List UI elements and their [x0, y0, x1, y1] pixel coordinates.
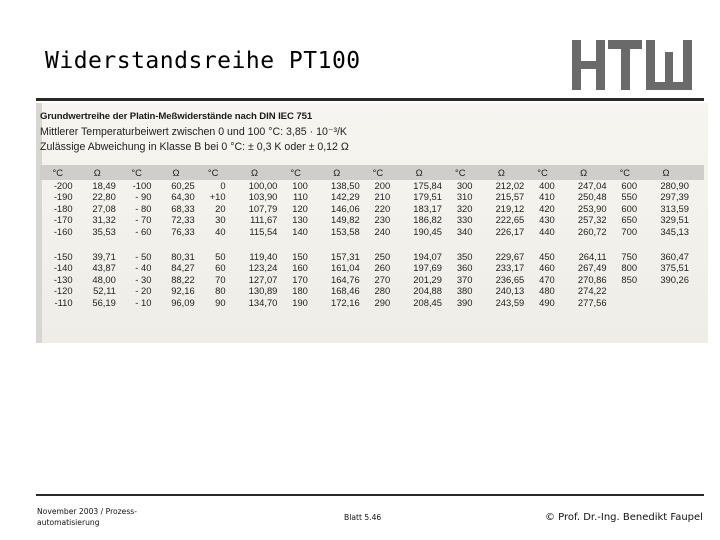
htw-logo [572, 40, 692, 90]
table-cell: 201,29 [413, 273, 442, 285]
column-header: °C [454, 167, 466, 178]
table-cell: 260,72 [577, 225, 607, 237]
table-cell: 230 [374, 214, 391, 226]
table-cell: 310 [456, 191, 473, 203]
table-cell: 31,32 [92, 214, 116, 226]
table-cell: 88,22 [171, 273, 195, 285]
table-cell: 70 [215, 273, 226, 285]
block-spacer [40, 237, 692, 251]
table-cell: 215,57 [495, 191, 525, 203]
table-cell: 440 [539, 225, 555, 237]
table-cell: - 20 [135, 285, 152, 297]
table-cell: 330 [456, 214, 473, 226]
table-cell: 0 [220, 180, 226, 191]
table-cell: 100,00 [248, 180, 278, 191]
column-header: Ω [662, 167, 670, 178]
table-cell: -120 [53, 285, 73, 297]
table-cell: 290 [374, 296, 391, 308]
table-cell: 60 [215, 262, 226, 274]
table-cell: 130,89 [248, 285, 278, 297]
table-cell: 39,71 [92, 251, 116, 263]
table-cell: 253,90 [577, 202, 607, 214]
table-cell: 48,00 [92, 273, 116, 285]
table-cell: 140 [292, 225, 308, 237]
table-cell: 380 [456, 285, 473, 297]
table-cell: 350 [456, 251, 473, 263]
table-cell: 345,13 [660, 225, 689, 237]
column-header: °C [52, 167, 64, 178]
table-cell: -100 [132, 180, 152, 191]
table-cell: 460 [539, 262, 555, 274]
table-cell: 146,06 [331, 202, 360, 214]
column-header: °C [372, 167, 384, 178]
table-cell: 110 [292, 191, 308, 203]
column-header: Ω [333, 167, 341, 178]
table-row [40, 203, 692, 214]
table-cell: 250,48 [577, 191, 607, 203]
table-cell: - 40 [135, 262, 152, 274]
column-header: Ω [497, 167, 505, 178]
table-cell: 197,69 [413, 262, 442, 274]
table-cell: 226,17 [495, 225, 525, 237]
table-cell: 127,07 [248, 273, 278, 285]
table-cell: 243,59 [495, 296, 525, 308]
footer-divider [36, 494, 704, 496]
table-cell: 340 [456, 225, 473, 237]
column-header: Ω [250, 167, 258, 178]
table-cell: 175,84 [413, 180, 442, 191]
table-cell: 168,46 [331, 285, 360, 297]
table-cell: 270,86 [577, 273, 607, 285]
table-cell: 210 [374, 191, 391, 203]
table-cell: 208,45 [413, 296, 442, 308]
table-cell: 320 [456, 202, 473, 214]
table-cell: 92,16 [171, 285, 195, 297]
table-cell: 80 [215, 285, 226, 297]
table-cell: 264,11 [578, 251, 607, 263]
table-row [40, 214, 692, 225]
table-row [40, 285, 692, 296]
table-cell: - 70 [135, 214, 152, 226]
table-cell: 236,65 [495, 273, 525, 285]
spacer-cell [40, 237, 692, 251]
table-cell: 153,58 [331, 225, 360, 237]
table-cell: 120 [292, 202, 308, 214]
table-heading: Grundwertreihe der Platin-Meßwiderstände nach DIN IEC 751 [40, 111, 313, 122]
table-cell: 240 [374, 225, 391, 237]
table-cell: 134,70 [248, 296, 278, 308]
column-header: °C [207, 167, 219, 178]
table-cell: 480 [539, 285, 555, 297]
table-cell: 222,65 [495, 214, 525, 226]
table-cell: - 30 [135, 273, 152, 285]
table-row [40, 297, 692, 308]
table-cell: 161,04 [331, 262, 360, 274]
column-header: °C [537, 167, 548, 178]
table-cell: -150 [53, 251, 73, 263]
table-cell: 164,76 [331, 273, 360, 285]
table-cell: 329,51 [660, 214, 689, 226]
table-cell: 212,02 [495, 180, 525, 191]
table-cell: 96,09 [171, 296, 195, 308]
table-cell: 130 [292, 214, 308, 226]
table-cell: 190,45 [413, 225, 442, 237]
table-cell: 360 [456, 262, 473, 274]
table-cell: 370 [456, 273, 473, 285]
table-cell: -170 [53, 214, 73, 226]
footer-date: November 2003 / Prozess-automatisierung [37, 507, 137, 527]
table-cell: 750 [621, 251, 638, 263]
table-cell: 200 [374, 180, 391, 191]
table-cell: 250 [374, 251, 391, 263]
pt100-table [40, 165, 692, 308]
table-cell: 257,32 [577, 214, 607, 226]
table-cell: 600 [621, 180, 638, 191]
table-cell: 280,90 [660, 180, 689, 191]
table-cell: 172,16 [331, 296, 360, 308]
table-cell: 204,88 [413, 285, 442, 297]
table-cell: 150 [292, 251, 308, 263]
table-header-row [40, 165, 692, 180]
table-cell: - 50 [135, 251, 152, 263]
table-cell: 260 [374, 262, 391, 274]
table-cell: 22,80 [92, 191, 116, 203]
table-cell [610, 285, 641, 296]
table-cell: 115,54 [249, 225, 278, 237]
table-subline-tolerance: Zulässige Abweichung in Klasse B bei 0 °C: ± 0,3 K oder ± 0,12 Ω [40, 141, 349, 153]
table-cell: 90 [215, 296, 226, 308]
table-cell: 179,51 [413, 191, 442, 203]
table-cell: +10 [209, 191, 226, 203]
table-cell: 100 [292, 180, 308, 191]
table-cell: 43,87 [92, 262, 116, 274]
column-header: Ω [580, 167, 588, 178]
table-cell: 390,26 [660, 273, 689, 285]
table-cell: 233,17 [495, 262, 525, 274]
table-cell: 52,11 [93, 285, 116, 297]
table-cell: 267,49 [577, 262, 607, 274]
table-cell: 64,30 [171, 191, 195, 203]
table-cell: 35,53 [92, 225, 116, 237]
table-cell: -110 [54, 296, 73, 308]
table-cell: 180 [292, 285, 308, 297]
table-cell: 68,33 [171, 202, 195, 214]
table-cell: 40 [215, 225, 226, 237]
column-header: Ω [93, 167, 101, 178]
table-cell: -200 [53, 180, 73, 191]
table-cell [640, 297, 692, 308]
table-cell: 297,39 [660, 191, 689, 203]
table-cell: 142,29 [331, 191, 360, 203]
table-row [40, 251, 692, 262]
table-cell: 400 [539, 180, 555, 191]
table-cell: 160 [292, 262, 308, 274]
table-cell: 375,51 [660, 262, 689, 274]
table-cell: 111,67 [250, 214, 278, 226]
table-cell: 103,90 [248, 191, 278, 203]
table-cell: 27,08 [92, 202, 116, 214]
table-cell: 30 [215, 214, 226, 226]
table-cell: 20 [215, 202, 226, 214]
table-cell: 280 [374, 285, 391, 297]
table-cell: 360,47 [660, 251, 689, 263]
table-cell: 274,22 [577, 285, 607, 297]
table-body [40, 180, 692, 308]
table-cell: 550 [621, 191, 638, 203]
table-cell: 84,27 [171, 262, 195, 274]
table-cell: 186,82 [413, 214, 442, 226]
column-header: °C [131, 167, 142, 178]
footer-copyright: © Prof. Dr.-Ing. Benedikt Faupel [545, 512, 703, 523]
table-cell: - 10 [135, 296, 152, 308]
table-cell: 60,25 [171, 180, 195, 191]
title-divider [36, 98, 704, 101]
table-cell: 80,31 [171, 251, 195, 263]
table-cell: 270 [374, 273, 391, 285]
table-cell: 277,56 [577, 296, 607, 308]
table-cell: 72,33 [171, 214, 195, 226]
table-cell: 149,82 [331, 214, 360, 226]
table-cell: -190 [53, 191, 73, 203]
table-row [40, 191, 692, 202]
table-cell: 119,40 [249, 251, 278, 263]
table-cell: 229,67 [495, 251, 525, 263]
table-cell [640, 285, 692, 296]
table-cell: 430 [539, 214, 555, 226]
table-cell: 138,50 [331, 180, 360, 191]
table-cell [610, 297, 641, 308]
table-cell: 470 [539, 273, 555, 285]
table-cell: 247,04 [577, 180, 607, 191]
table-cell: 240,13 [495, 285, 525, 297]
footer-page: Blatt 5.46 [344, 513, 382, 522]
table-cell: 50 [215, 251, 226, 263]
table-cell: -130 [53, 273, 73, 285]
table-subline-coefficient: Mittlerer Temperaturbeiwert zwischen 0 und 100 °C: 3,85 · 10⁻³/K [40, 126, 347, 138]
column-header: Ω [172, 167, 180, 178]
table-cell: 300 [456, 180, 473, 191]
table-cell: 390 [456, 296, 473, 308]
table-row [40, 262, 692, 273]
table-row [40, 226, 692, 237]
slide-title: Widerstandsreihe PT100 [45, 48, 361, 74]
column-header: °C [290, 167, 301, 178]
table-cell: -160 [53, 225, 73, 237]
column-header: °C [619, 167, 631, 178]
table-cell: 313,59 [660, 202, 689, 214]
table-cell: - 90 [135, 191, 152, 203]
table-cell: -180 [53, 202, 73, 214]
table-cell: 123,24 [248, 262, 278, 274]
table-row [40, 274, 692, 285]
table-cell: 183,17 [413, 202, 442, 214]
table-cell: 56,19 [92, 296, 116, 308]
table-cell: 450 [539, 251, 555, 263]
table-cell: 220 [374, 202, 391, 214]
scanned-table [36, 103, 708, 343]
table-cell: 76,33 [171, 225, 195, 237]
table-cell: 190 [292, 296, 308, 308]
table-cell: 850 [621, 273, 638, 285]
table-cell: 490 [539, 296, 555, 308]
table-cell: 194,07 [413, 251, 442, 263]
table-row [40, 180, 692, 191]
table-cell: - 80 [135, 202, 152, 214]
table-cell: 420 [539, 202, 555, 214]
table-cell: 18,49 [92, 180, 116, 191]
column-header: Ω [415, 167, 423, 178]
table-cell: - 60 [135, 225, 152, 237]
table-cell: 107,79 [248, 202, 278, 214]
table-cell: 600 [621, 202, 638, 214]
table-cell: 170 [292, 273, 308, 285]
table-cell: 219,12 [495, 202, 525, 214]
table-cell: 157,31 [331, 251, 360, 263]
table-cell: 700 [621, 225, 638, 237]
table-cell: 800 [621, 262, 638, 274]
table-cell: -140 [53, 262, 73, 274]
table-cell: 650 [621, 214, 638, 226]
table-cell: 410 [539, 191, 555, 203]
